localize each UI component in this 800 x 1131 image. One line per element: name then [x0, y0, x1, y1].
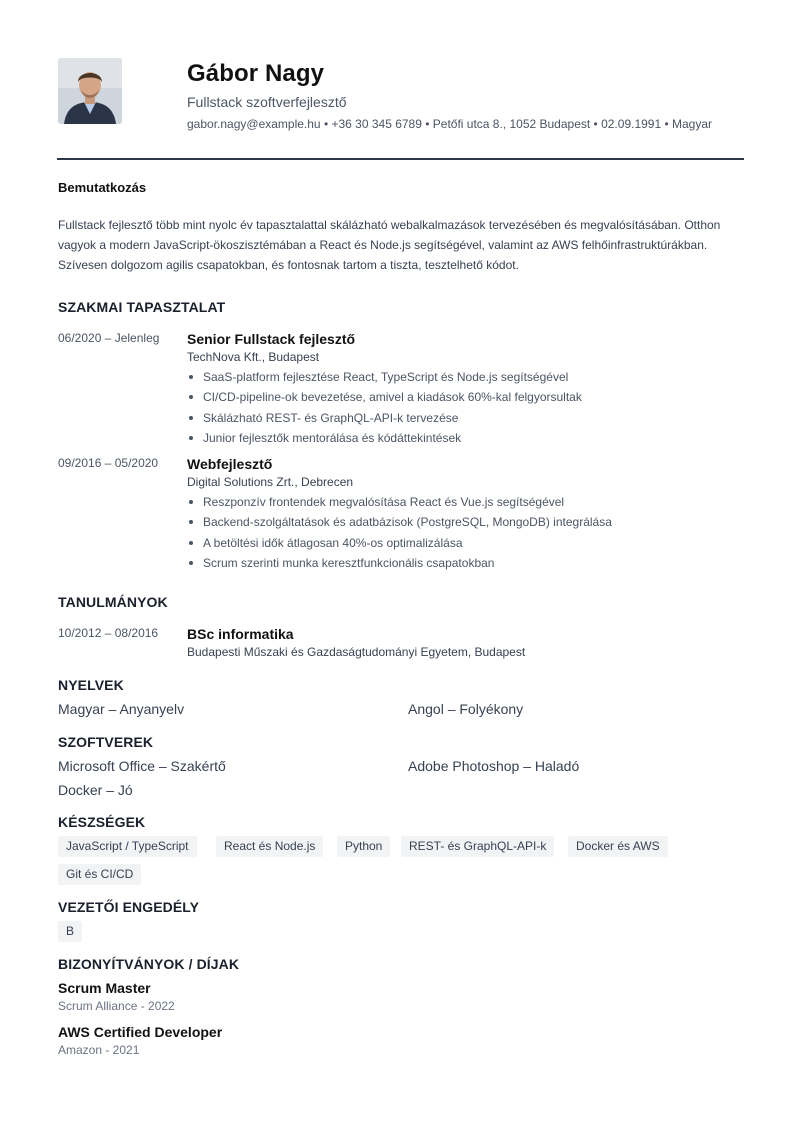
list-item [187, 492, 612, 512]
education-school: Budapesti Műszaki és Gazdaságtudományi Egyetem, Budapest [187, 645, 526, 659]
skill-tag: React és Node.js [216, 836, 323, 857]
bullet-text: Junior fejlesztők mentorálása és kódáttekintések [203, 430, 462, 445]
bullet-icon [189, 436, 193, 440]
bullet-text: Backend-szolgáltatások és adatbázisok (PostgreSQL, MongoDB) integrálása [203, 515, 612, 530]
skill-tag: Git és CI/CD [58, 864, 141, 885]
education-heading: TANULMÁNYOK [58, 594, 168, 610]
bullet-text: CI/CD-pipeline-ok bevezetése, amivel a kiadások 60%-kal felgyorsultak [203, 390, 582, 405]
list-item [187, 428, 582, 448]
bullet-icon [189, 416, 193, 420]
certificate-name: AWS Certified Developer [58, 1024, 223, 1040]
language-item: Angol – Folyékony [408, 701, 524, 717]
header-divider [57, 158, 744, 160]
software-item: Docker – Jó [58, 782, 133, 798]
bullet-icon [189, 500, 193, 504]
bullet-text: Skálázható REST- és GraphQL-API-k tervezése [203, 410, 459, 425]
skill-tag: Python [337, 836, 390, 857]
certificate-issuer: Scrum Alliance - 2022 [58, 999, 175, 1013]
list-item [187, 387, 582, 407]
license-tag: B [58, 921, 82, 942]
bullet-icon [189, 561, 193, 565]
skill-tag: Docker és AWS [568, 836, 668, 857]
list-item [187, 512, 612, 532]
bullet-text: SaaS-platform fejlesztése React, TypeScript és Node.js segítségével [203, 370, 569, 384]
software-heading: SZOFTVEREK [58, 734, 154, 750]
person-photo-icon [58, 58, 122, 124]
job-bullet-list [187, 492, 612, 573]
job-company: Digital Solutions Zrt., Debrecen [187, 475, 354, 489]
contact-details: gabor.nagy@example.hu • +36 30 345 6789 • Petőfi utca 8., 1052 Budapest • 02.09.1991 • Magyar [187, 117, 713, 131]
license-heading: VEZETŐI ENGEDÉLY [58, 899, 200, 915]
list-item [187, 367, 582, 387]
education-date: 10/2012 – 08/2016 [58, 626, 159, 640]
experience-heading: SZAKMAI TAPASZTALAT [58, 299, 226, 315]
bullet-text: Scrum szerinti munka keresztfunkcionális csapatokban [203, 555, 495, 570]
language-item: Magyar – Anyanyelv [58, 701, 185, 717]
bullet-text: A betöltési idők átlagosan 40%-os optimalizálása [203, 535, 463, 550]
education-degree: BSc informatika [187, 626, 294, 642]
bullet-icon [189, 541, 193, 545]
certificate-name: Scrum Master [58, 980, 151, 996]
summary-text: Fullstack fejlesztő több mint nyolc év tapasztalattal skálázható webalkalmazások tervezésében és megvalósításában. Otthon vagyok a modern JavaScript-ökoszisztémában a React és Node.js segítségével, valamint az AWS felhőinfrastruktúrákban. Szívesen dolgozom agilis csapatokban, és fontosnak tartom a tiszta, tesztelhető kódot. [58, 218, 721, 272]
skills-heading: KÉSZSÉGEK [58, 814, 146, 830]
list-item [187, 553, 612, 573]
profile-photo [58, 58, 122, 124]
languages-heading: NYELVEK [58, 677, 124, 693]
software-item: Adobe Photoshop – Haladó [408, 758, 580, 774]
list-item [187, 408, 582, 428]
summary-heading: Bemutatkozás [58, 180, 147, 195]
certificate-issuer: Amazon - 2021 [58, 1043, 140, 1057]
job-role: Webfejlesztő [187, 456, 273, 472]
job-role: Senior Fullstack fejlesztő [187, 331, 356, 347]
software-item: Microsoft Office – Szakértő [58, 758, 226, 774]
job-date: 09/2016 – 05/2020 [58, 456, 159, 470]
job-date: 06/2020 – Jelenleg [58, 331, 160, 345]
bullet-icon [189, 395, 193, 399]
certificates-heading: BIZONYÍTVÁNYOK / DÍJAK [58, 956, 240, 972]
bullet-icon [189, 520, 193, 524]
candidate-name: Gábor Nagy [187, 60, 325, 87]
skill-tag: JavaScript / TypeScript [58, 836, 197, 857]
candidate-title: Fullstack szoftverfejlesztő [187, 94, 347, 110]
skill-tag: REST- és GraphQL-API-k [401, 836, 554, 857]
list-item [187, 533, 612, 553]
bullet-icon [189, 375, 193, 379]
job-company: TechNova Kft., Budapest [187, 350, 320, 364]
bullet-text: Reszponzív frontendek megvalósítása React és Vue.js segítségével [203, 495, 565, 509]
job-bullet-list [187, 367, 582, 448]
